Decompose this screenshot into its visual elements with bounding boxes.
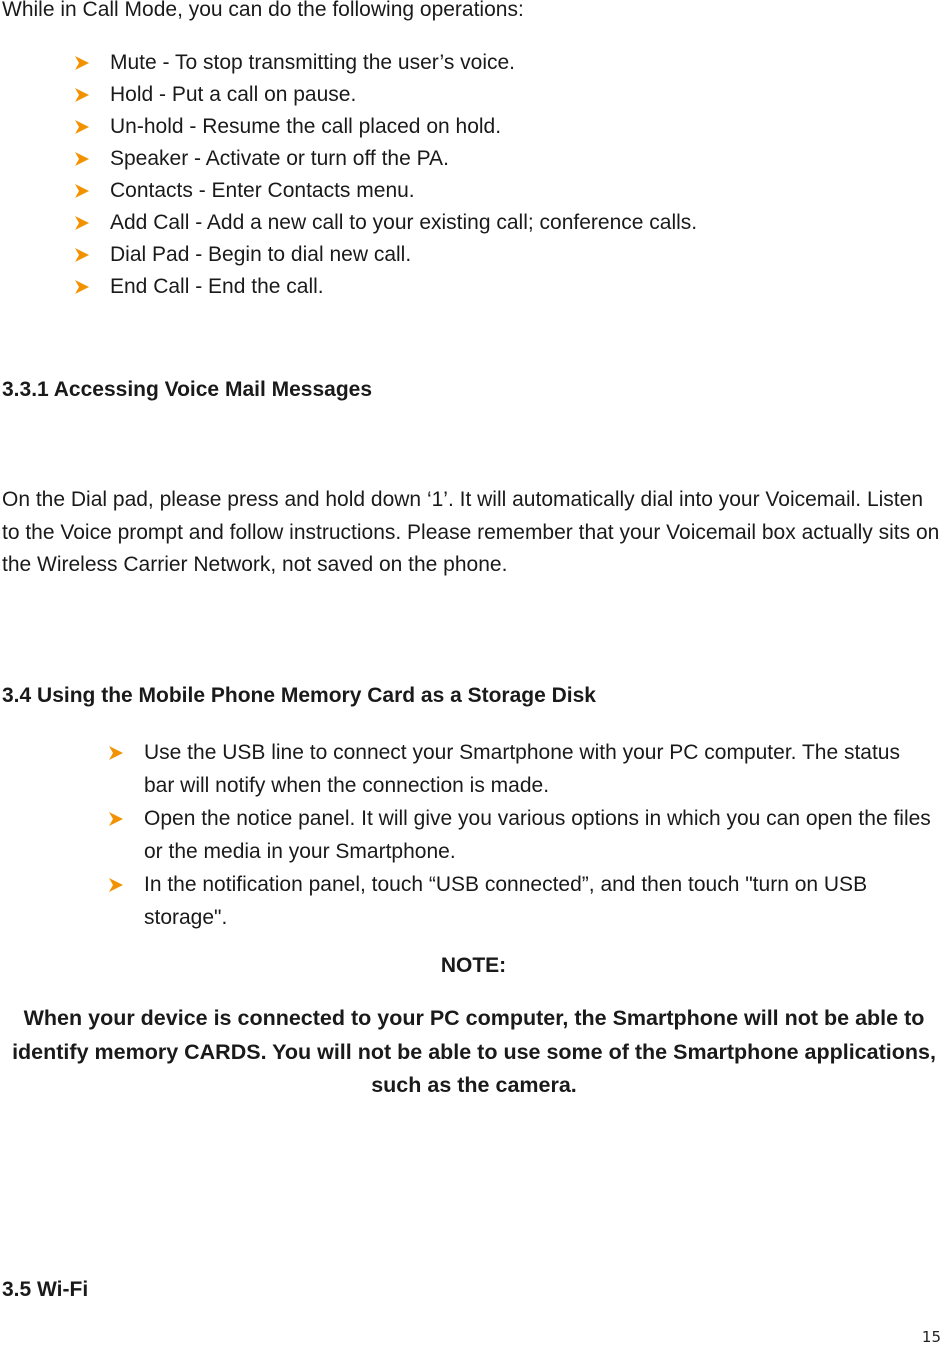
arrow-bullet-icon (74, 279, 110, 295)
list-item-text: End Call - End the call. (110, 275, 324, 298)
arrow-bullet-icon (108, 736, 144, 769)
list-item-text: Add Call - Add a new call to your existing call; conference calls. (110, 211, 698, 234)
arrow-bullet-icon (74, 151, 110, 167)
arrow-bullet-icon (108, 802, 144, 835)
list-item (74, 207, 697, 239)
arrow-bullet-icon (74, 119, 110, 135)
arrow-bullet-icon (74, 247, 110, 263)
list-item-text: Speaker - Activate or turn off the PA. (110, 147, 449, 170)
section-heading-storage-disk: 3.4 Using the Mobile Phone Memory Card as a Storage Disk (2, 684, 596, 707)
list-item-text: Mute - To stop transmitting the user’s voice. (110, 51, 516, 74)
list-item-text: Un-hold - Resume the call placed on hold. (110, 115, 502, 138)
list-item (74, 271, 697, 303)
section-heading-wifi: 3.5 Wi-Fi (2, 1278, 89, 1301)
list-item (74, 79, 697, 111)
intro-text: While in Call Mode, you can do the following operations: (2, 0, 524, 21)
note-title: NOTE: (440, 954, 507, 977)
list-item (74, 111, 697, 143)
list-item-text: Contacts - Enter Contacts menu. (110, 179, 415, 202)
list-item (74, 239, 697, 271)
note-body: When your device is connected to your PC computer, the Smartphone will not be able to identify memory CARDS. You will not be able to use some of the Smartphone applications, such as the camera. (12, 1006, 936, 1097)
list-item (108, 802, 938, 868)
list-item-text: Dial Pad - Begin to dial new call. (110, 243, 412, 266)
list-item-text: Use the USB line to connect your Smartphone with your PC computer. The status bar will notify when the connection is made. (144, 741, 900, 797)
list-item (74, 175, 697, 207)
page-number: 15 (921, 1328, 941, 1346)
list-item-text: In the notification panel, touch “USB connected”, and then touch "turn on USB storage". (144, 873, 868, 929)
storage-steps-list (108, 736, 938, 934)
voicemail-paragraph: On the Dial pad, please press and hold down ‘1’. It will automatically dial into your Voicemail. Listen to the Voice prompt and follow instructions. Please remember that your Voicemail box actually sits on the Wireless Carrier Network, not saved on the phone. (2, 488, 940, 576)
list-item (108, 736, 938, 802)
list-item (74, 47, 697, 79)
list-item (108, 868, 938, 934)
arrow-bullet-icon (74, 183, 110, 199)
list-item (74, 143, 697, 175)
arrow-bullet-icon (108, 868, 144, 901)
arrow-bullet-icon (74, 215, 110, 231)
call-operations-list (74, 47, 697, 303)
section-heading-voicemail: 3.3.1 Accessing Voice Mail Messages (2, 378, 373, 401)
arrow-bullet-icon (74, 55, 110, 71)
list-item-text: Hold - Put a call on pause. (110, 83, 357, 106)
list-item-text: Open the notice panel. It will give you various options in which you can open the files or the media in your Smartphone. (144, 807, 931, 863)
arrow-bullet-icon (74, 87, 110, 103)
